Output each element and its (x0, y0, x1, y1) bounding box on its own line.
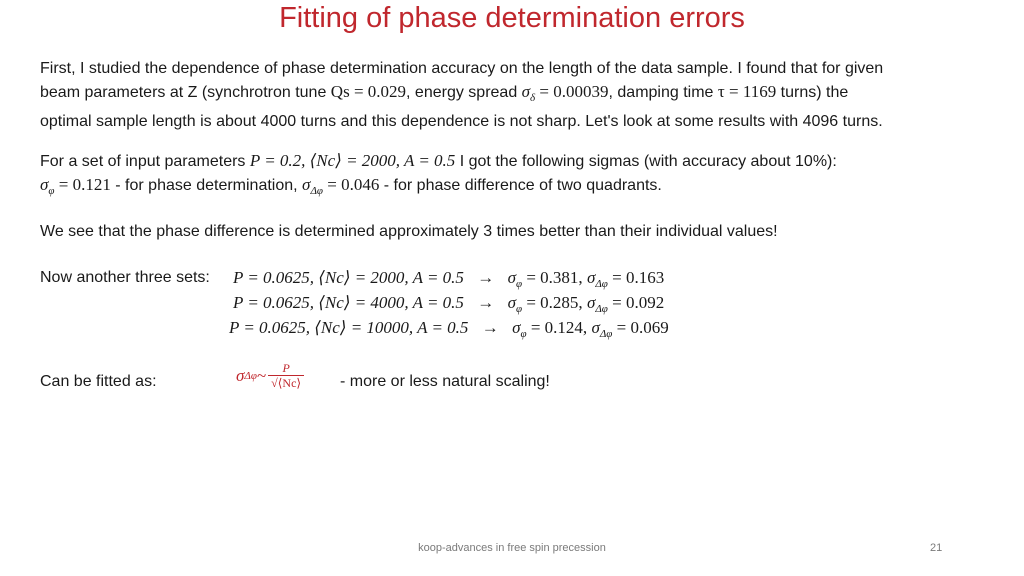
set-params: P = 0.0625, ⟨Nc⟩ = 2000, A = 0.5 (233, 268, 464, 287)
delta-phi-subscript: Δφ (595, 278, 608, 290)
paragraph-conclusion: We see that the phase difference is determined approximately 3 times better than their individual values! (40, 223, 778, 240)
fit-label: Can be fitted as: (40, 373, 157, 390)
tilde-symbol: ~ (256, 366, 267, 385)
paragraph-input-parameters (40, 149, 990, 203)
sigma-symbol: σ (507, 268, 516, 287)
sigma-phi-value: = 0.285, (522, 293, 587, 312)
sigma-symbol: σ (302, 175, 311, 194)
fraction-numerator: P (282, 361, 290, 375)
sigma-delta-phi-value: = 0.069 (612, 318, 669, 337)
energy-spread-value: = 0.00039 (535, 82, 609, 101)
page-number: 21 (930, 542, 943, 554)
input-params: P = 0.2, ⟨Nc⟩ = 2000, A = 0.5 (249, 151, 456, 170)
tune-value: Qs = 0.029 (330, 82, 407, 101)
sigma-delta-phi-value: = 0.163 (607, 268, 665, 287)
fit-note: - more or less natural scaling! (340, 373, 550, 390)
delta-phi-subscript: Δφ (310, 185, 323, 197)
delta-phi-subscript: Δφ (244, 370, 257, 382)
p2-text: - for phase difference of two quadrants. (379, 177, 662, 194)
slide-title: Fitting of phase determination errors (279, 2, 745, 34)
p1-text: , damping time (608, 84, 718, 101)
p2-text: For a set of input parameters (40, 153, 250, 170)
delta-subscript: δ (530, 92, 536, 104)
p1-line-3: optimal sample length is about 4000 turns and this dependence is not sharp. Let's look at some results with 4096 turns. (40, 113, 883, 130)
p1-line-1: First, I studied the dependence of phase determination accuracy on the length of the data sample. I found that for given (40, 60, 884, 77)
set-params: P = 0.0625, ⟨Nc⟩ = 10000, A = 0.5 (229, 318, 469, 337)
sigma-symbol: σ (586, 293, 596, 312)
delta-phi-subscript: Δφ (595, 303, 608, 315)
arrow-icon: → (481, 318, 499, 337)
sigma-symbol: σ (236, 366, 245, 385)
damping-time-value: τ = 1169 (717, 82, 777, 101)
paragraph-sample-length (40, 57, 990, 133)
set-row-3 (229, 316, 669, 346)
arrow-icon: → (477, 293, 495, 312)
sigma-phi-value: = 0.121 (54, 175, 111, 194)
p2-text: I got the following sigmas (with accuracy about 10%): (455, 153, 837, 170)
sets-lead: Now another three sets: (40, 269, 210, 286)
fit-formula (236, 362, 304, 390)
p2-text: - for phase determination, (110, 177, 303, 194)
sigma-phi-value: = 0.381, (522, 268, 587, 287)
set-params: P = 0.0625, ⟨Nc⟩ = 4000, A = 0.5 (233, 293, 464, 312)
phi-subscript: φ (516, 278, 523, 290)
phi-subscript: φ (48, 185, 55, 197)
p2-line-1 (40, 149, 990, 173)
fraction-denominator: √⟨Nc⟩ (271, 376, 302, 390)
p1-text: , energy spread (406, 84, 522, 101)
phi-subscript: φ (516, 303, 523, 315)
arrow-icon: → (477, 268, 495, 287)
p1-text: beam parameters at Z (synchrotron tune (40, 84, 331, 101)
sigma-phi-value: = 0.124, (526, 318, 592, 337)
delta-phi-subscript: Δφ (599, 328, 613, 340)
p1-text: turns) the (776, 84, 849, 101)
sigma-symbol: σ (507, 293, 516, 312)
sigma-symbol: σ (40, 175, 49, 194)
sigma-symbol: σ (521, 82, 531, 101)
sigma-symbol: σ (586, 268, 596, 287)
slide-footer: koop-advances in free spin precession (418, 542, 606, 554)
p2-line-2 (40, 173, 990, 203)
sigma-symbol: σ (512, 318, 521, 337)
p1-line-2 (40, 80, 990, 110)
fraction (268, 362, 304, 390)
sigma-delta-phi-value: = 0.046 (322, 175, 380, 194)
phi-subscript: φ (520, 328, 527, 340)
sigma-symbol: σ (591, 318, 600, 337)
sigma-delta-phi-value: = 0.092 (607, 293, 665, 312)
